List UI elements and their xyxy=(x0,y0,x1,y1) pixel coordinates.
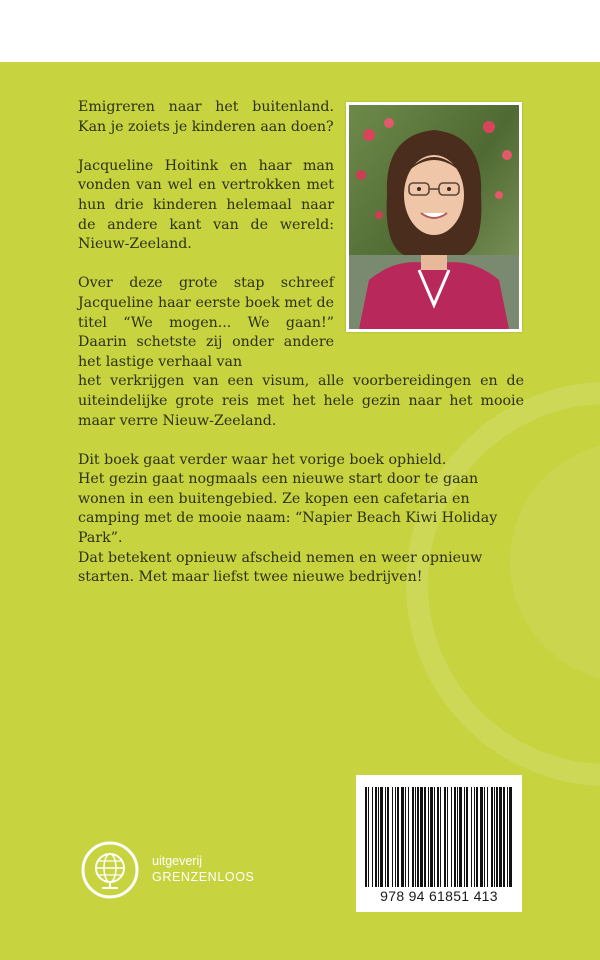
barcode-bar xyxy=(408,787,409,887)
barcode-bar xyxy=(420,787,423,887)
barcode-bar xyxy=(412,787,414,887)
barcode-bar xyxy=(387,787,389,887)
line-farewell: Dat betekent opnieuw afscheid nemen en weer opnieuw starten. Met maar liefst twee nieuwe bedrijven! xyxy=(78,549,483,586)
barcode-box xyxy=(356,775,522,912)
barcode-bar xyxy=(457,787,458,887)
barcode-bar xyxy=(424,787,426,887)
publisher-label: uitgeverij xyxy=(152,854,203,868)
barcode-bar xyxy=(380,787,383,887)
barcode-bar xyxy=(375,787,377,887)
paragraph-first-book-a: Over deze grote stap schreef Jacqueline haar eerste boek met de titel “We mogen... We gaan!” Daarin schetste zij onder andere het lastige verhaal van xyxy=(78,275,334,370)
barcode-bar xyxy=(440,787,441,887)
paragraph-family: Jacqueline Hoitink en haar man vonden van wel en vertrokken met hun drie kinderen helemaal naar de andere kant van de wereld: Nieuw-Zeeland. xyxy=(78,157,334,253)
barcode-bar xyxy=(368,787,369,887)
barcode-bar xyxy=(494,787,495,887)
barcode-bar xyxy=(430,787,433,887)
barcode-bar xyxy=(503,787,505,887)
barcode-bar xyxy=(417,787,419,887)
author-portrait-image xyxy=(349,105,519,329)
barcode-bar xyxy=(401,787,404,887)
barcode-bar xyxy=(496,787,498,887)
publisher-logo xyxy=(80,840,300,904)
publisher-name: GRENZENLOOS xyxy=(152,870,255,884)
barcode-bar xyxy=(466,787,468,887)
line-continues: Dit boek gaat verder waar het vorige boek ophield. xyxy=(78,451,447,468)
barcode-bar xyxy=(491,787,493,887)
barcode-bar xyxy=(480,787,483,887)
globe-icon xyxy=(80,840,140,900)
barcode-bar xyxy=(405,787,406,887)
barcode-bar xyxy=(487,787,488,887)
paragraph-intro: Emigreren naar het buitenland. Kan je zoiets je kinderen aan doen? xyxy=(78,99,334,135)
barcode-bar xyxy=(372,787,373,887)
back-cover xyxy=(0,62,600,960)
barcode-bar xyxy=(464,787,465,887)
barcode-bar xyxy=(437,787,439,887)
barcode-bar xyxy=(451,787,452,887)
barcode-bar xyxy=(434,787,435,887)
barcode-bar xyxy=(444,787,446,887)
barcode-bar xyxy=(499,787,502,887)
barcode-bar xyxy=(392,787,393,887)
barcode-bars xyxy=(363,787,515,887)
paragraph-this-book xyxy=(78,451,524,588)
barcode-bar xyxy=(459,787,462,887)
author-photo xyxy=(346,102,522,332)
barcode-bar xyxy=(365,787,367,887)
barcode-bar xyxy=(447,787,448,887)
barcode-bar xyxy=(474,787,475,887)
barcode-bar xyxy=(395,787,396,887)
barcode-bar xyxy=(385,787,386,887)
barcode-bar xyxy=(397,787,399,887)
isbn-number: 978 94 61851 413 xyxy=(380,888,498,904)
barcode-bar xyxy=(476,787,478,887)
barcode-bar xyxy=(415,787,416,887)
barcode-bar xyxy=(378,787,379,887)
barcode-bar xyxy=(454,787,456,887)
barcode-bar xyxy=(428,787,429,887)
paragraph-first-book-b: het verkrijgen van een visum, alle voorbereidingen en de uiteindelijke grote reis met het hele gezin naar het mooie maar verre Nieuw-Zeeland. xyxy=(78,373,524,429)
line-new-start: Het gezin gaat nogmaals een nieuwe start door te gaan wonen in een buitengebied. Ze kopen een cafetaria en camping met de mooie naam: “Napier Beach Kiwi Holiday Park”. xyxy=(78,471,498,547)
barcode-bar xyxy=(509,787,512,887)
barcode-bar xyxy=(484,787,485,887)
barcode-bar xyxy=(471,787,472,887)
barcode-bar xyxy=(507,787,508,887)
